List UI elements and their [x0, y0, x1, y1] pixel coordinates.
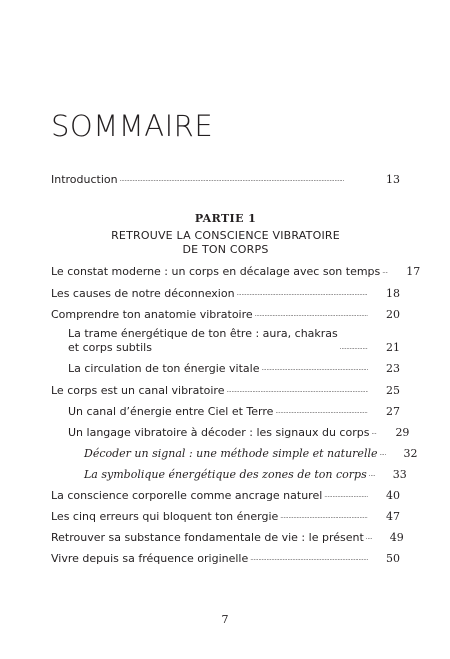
toc-entry-page: 23: [386, 362, 400, 375]
dot-leader: [382, 266, 388, 276]
toc-entry-label: Décoder un signal : une méthode simple et naturelle: [84, 447, 378, 460]
dot-leader: [324, 490, 368, 500]
dot-leader: [280, 511, 368, 521]
toc-entry-page: 32: [403, 447, 418, 460]
dot-leader: [255, 309, 368, 319]
toc-entry-label: La symbolique énergétique des zones de ton corps: [84, 468, 367, 481]
toc-entry[interactable]: [51, 287, 400, 301]
toc-entry-page: 49: [389, 531, 404, 544]
toc-entry-label: Le corps est un canal vibratoire: [51, 384, 225, 397]
dot-leader: [275, 406, 368, 416]
toc-entry-page: 13: [386, 173, 400, 186]
dot-leader: [380, 448, 386, 458]
page-title: SOMMAIRE: [51, 109, 214, 143]
dot-leader: [226, 385, 368, 395]
toc-entry-label: [68, 327, 338, 355]
toc-entry-page: 21: [386, 341, 400, 354]
toc-entry[interactable]: [51, 265, 421, 279]
dot-leader: [371, 427, 377, 437]
toc-entry-page: 40: [386, 489, 400, 502]
dot-leader: [261, 363, 368, 373]
toc-entry-page: 47: [386, 510, 400, 523]
toc-entry[interactable]: [68, 426, 410, 440]
toc-entry-label: La circulation de ton énergie vitale: [68, 362, 260, 375]
page-number: 7: [221, 613, 229, 626]
toc-entry-label: Les causes de notre déconnexion: [51, 287, 235, 300]
toc-entry[interactable]: [51, 552, 400, 566]
toc-entry[interactable]: [68, 327, 400, 355]
toc-entry[interactable]: [51, 489, 400, 503]
dot-leader: [366, 532, 372, 542]
toc-entry-label: Retrouver sa substance fondamentale de vie : le présent: [51, 531, 364, 544]
dot-leader: [369, 469, 375, 479]
toc-entry-label-line: La trame énergétique de ton être : aura, chakras: [68, 327, 338, 340]
dot-leader: [120, 174, 368, 184]
part-title-line: DE TON CORPS: [182, 243, 269, 256]
part-number: PARTIE 1: [194, 212, 257, 225]
toc-entry[interactable]: [51, 384, 400, 398]
toc-entry-page: 17: [406, 265, 421, 278]
dot-leader: [250, 553, 368, 563]
toc-entry[interactable]: [51, 531, 404, 545]
toc-entry-label: Le constat moderne : un corps en décalage avec son temps: [51, 265, 381, 278]
toc-entry[interactable]: [84, 447, 418, 461]
toc-entry-page: 50: [386, 552, 400, 565]
toc-entry[interactable]: [68, 362, 400, 376]
toc-entry-page: 29: [395, 426, 410, 439]
toc-entry-label: Un canal d’énergie entre Ciel et Terre: [68, 405, 274, 418]
toc-entry-label: Les cinq erreurs qui bloquent ton énergie: [51, 510, 279, 523]
toc-entry-page: 25: [386, 384, 400, 397]
toc-entry-label: Introduction: [51, 173, 118, 186]
part-title: [51, 229, 400, 257]
toc-entry-label: Un langage vibratoire à décoder : les signaux du corps: [68, 426, 370, 439]
toc-entry[interactable]: [84, 468, 407, 482]
toc-entry-label: Comprendre ton anatomie vibratoire: [51, 308, 253, 321]
dot-leader: [340, 342, 368, 352]
toc-entry-page: 20: [386, 308, 400, 321]
toc-entry[interactable]: [51, 510, 400, 524]
part-title-line: RETROUVE LA CONSCIENCE VIBRATOIRE: [111, 229, 340, 242]
toc-entry-label-line: et corps subtils: [68, 341, 152, 354]
toc-entry-page: 33: [392, 468, 407, 481]
dot-leader: [237, 288, 368, 298]
toc-entry[interactable]: [51, 308, 400, 322]
toc-entry[interactable]: [68, 405, 400, 419]
toc-entry-label: La conscience corporelle comme ancrage naturel: [51, 489, 323, 502]
toc-entry-label: Vivre depuis sa fréquence originelle: [51, 552, 249, 565]
toc-entry-page: 27: [386, 405, 400, 418]
toc-entry-introduction[interactable]: [51, 173, 400, 187]
toc-entry-page: 18: [386, 287, 400, 300]
